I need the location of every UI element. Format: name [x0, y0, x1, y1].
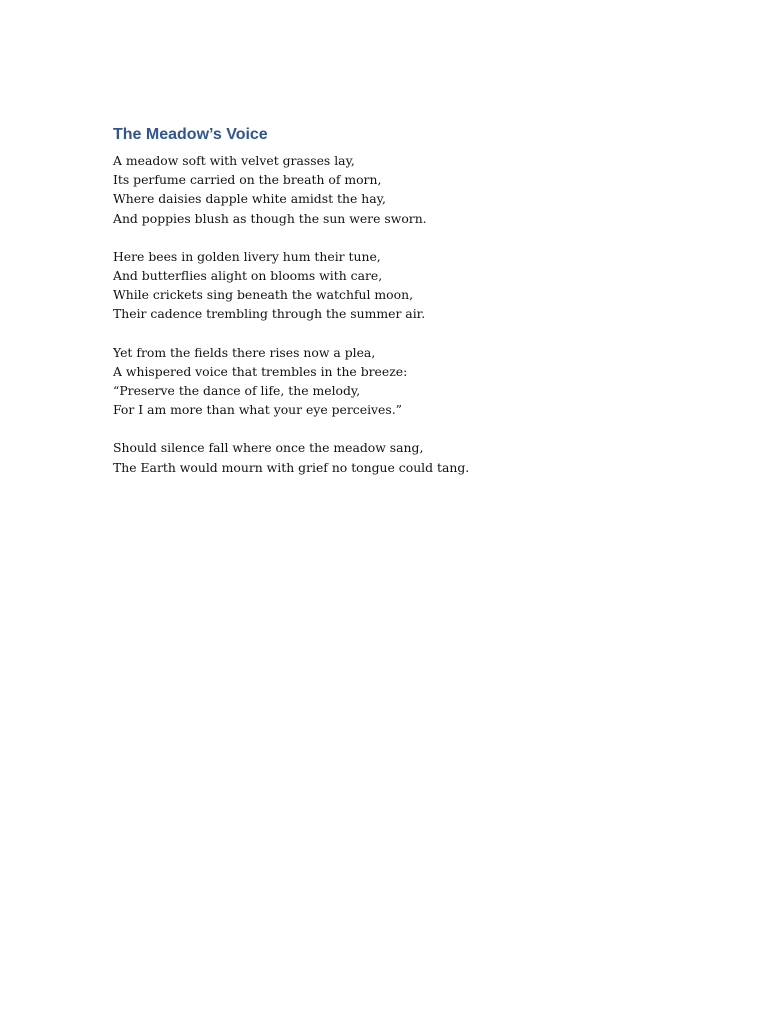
poem-line: Their cadence trembling through the summer air.	[113, 306, 426, 322]
poem-line: And poppies blush as though the sun were sworn.	[113, 210, 427, 226]
poem-line: A whispered voice that trembles in the breeze:	[113, 363, 408, 379]
poem-line: A meadow soft with velvet grasses lay,	[113, 153, 355, 168]
poem-line: Should silence fall where once the meadow sang,	[113, 440, 424, 456]
stanza	[113, 151, 673, 228]
poem-line: While crickets sing beneath the watchful moon,	[113, 287, 414, 303]
poem-line: Its perfume carried on the breath of morn,	[113, 172, 382, 188]
poem-line: And butterflies alight on blooms with care,	[113, 268, 383, 284]
poem-line: The Earth would mourn with grief no tongue could tang.	[113, 459, 470, 475]
poem-line: Where daisies dapple white amidst the hay,	[113, 191, 386, 207]
poem-line: For I am more than what your eye perceives.”	[113, 402, 403, 418]
poem-title: The Meadow’s Voice	[113, 126, 268, 143]
stanza	[113, 438, 673, 476]
stanza	[113, 343, 673, 420]
poem	[113, 125, 673, 496]
stanza	[113, 247, 673, 324]
poem-line: Yet from the fields there rises now a plea,	[113, 344, 376, 360]
poem-line: Here bees in golden livery hum their tune,	[113, 248, 381, 264]
poem-line: “Preserve the dance of life, the melody,	[113, 383, 361, 399]
